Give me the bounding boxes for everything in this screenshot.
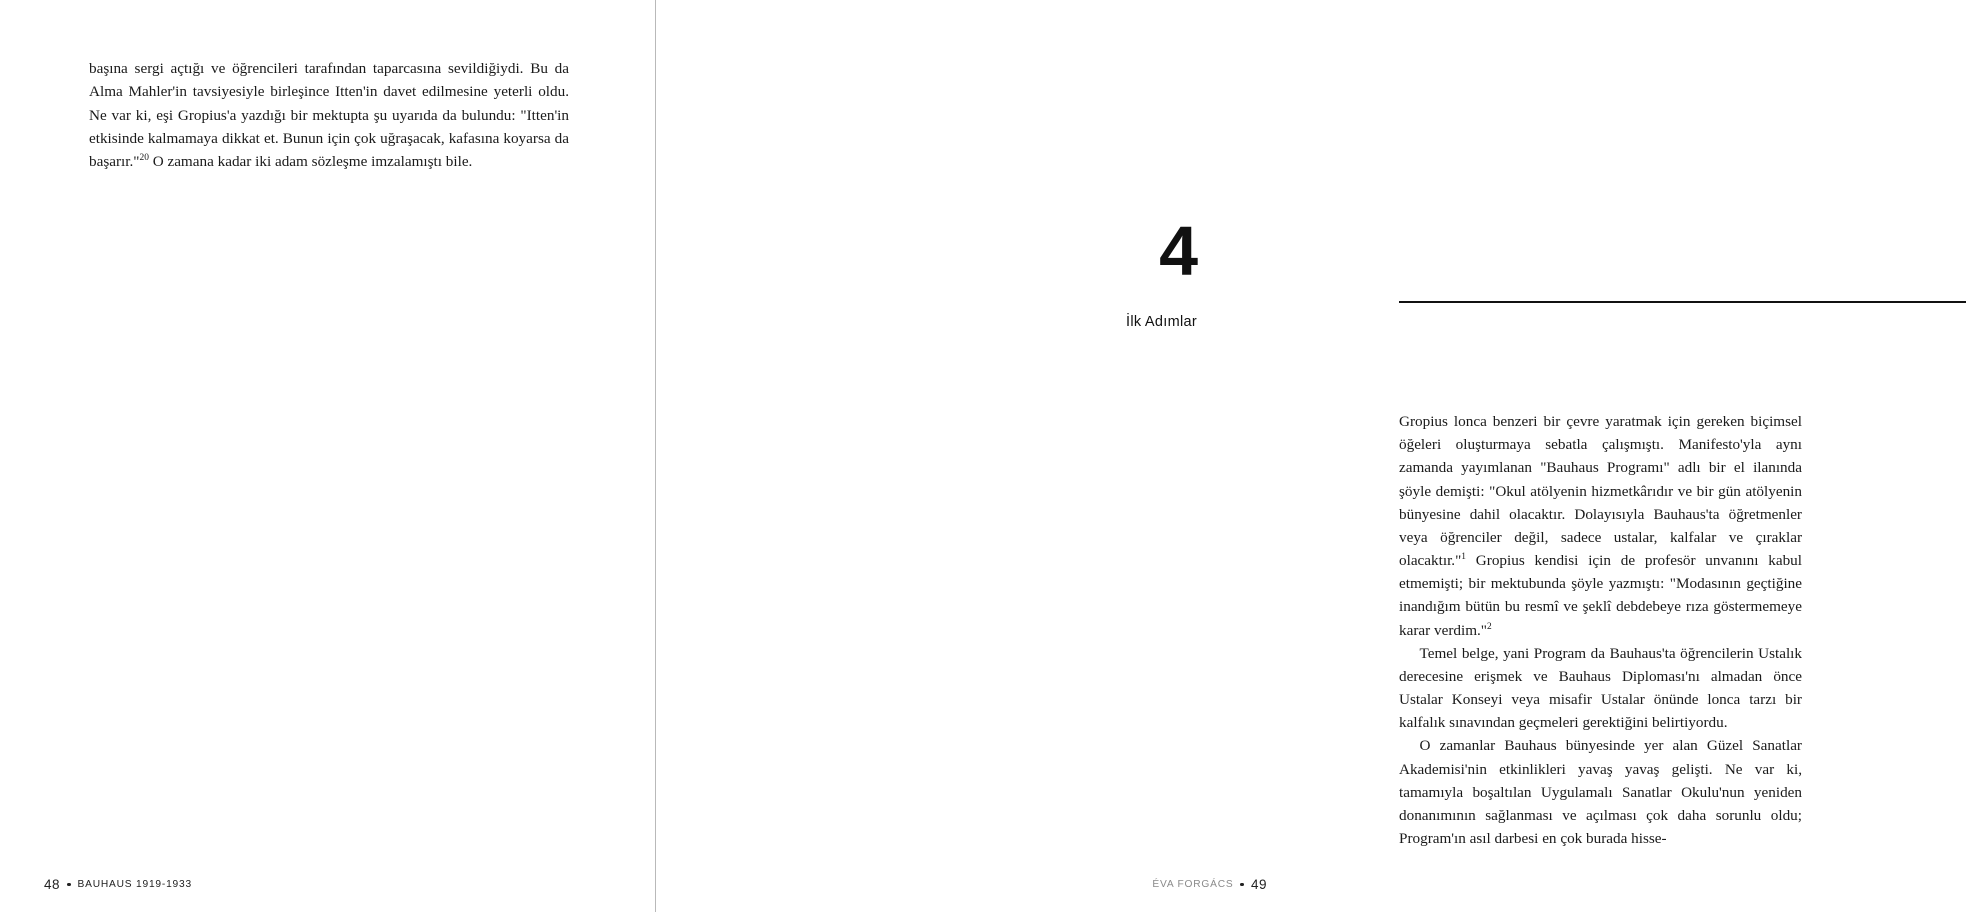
right-p1-text-b: Gropius kendisi için de profesör unvanını kabul etmemişti; bir mektubunda şöyle yazmıştı: "Modasının geçtiğine inandığım bütün bu resmî ve şeklî debdebeye rıza göstermemeye karar verdim." [1399,552,1802,639]
right-page-body [1399,410,1802,850]
running-head-left: BAUHAUS 1919-1933 [77,879,192,890]
right-body-paragraph-3 [1399,734,1802,850]
left-body-text-a: başına sergi açtığı ve öğrencileri tarafından taparcasına sevildiğiydi. Bu da Alma Mahler'in tavsiyesiyle birleşince Itten'in davet edilmesine yeterli oldu. Ne var ki, eşi Gropius'a yazdığı bir mektupta şu uyarıda da bulundu: "Itten'in etkisinde kalmamaya dikkat et. Bunun için çok uğraşacak, kafasına koyarsa da başarır." [89,60,569,170]
chapter-title: İlk Adımlar [1126,314,1197,330]
right-p1-text-a: Gropius lonca benzeri bir çevre yaratmak için gereken biçimsel öğeleri oluşturmaya sebatla çalışmıştı. Manifesto'yla aynı zamanda yayımlanan "Bauhaus Programı" adlı bir el ilanında şöyle demişti: "Okul atölyenin hizmetkârıdır ve bir gün atölyenin bünyesine dahil olacaktır. Dolayısıyla Bauhaus'ta öğretmenler veya öğrenciler değil, sadece ustalar, kalfalar ve çıraklar olacaktır." [1399,413,1802,570]
chapter-number: 4 [1159,212,1197,290]
right-body-paragraph-2 [1399,642,1802,735]
left-body-text-b: O zamana kadar iki adam sözleşme imzalamıştı bile. [148,153,473,170]
bullet-separator-icon [67,883,71,887]
right-body-paragraph-1 [1399,410,1802,642]
left-page-body [89,57,569,173]
left-body-paragraph [89,57,569,173]
right-page [655,0,1802,912]
right-page-footer [1152,877,1267,892]
footnote-marker-2: 2 [1487,621,1492,632]
footnote-marker-20: 20 [139,152,149,163]
footnote-marker-1: 1 [1461,551,1466,562]
left-page [0,0,655,912]
running-head-right: ÉVA FORGÁCS [1152,879,1234,890]
right-p2-text: Temel belge, yani Program da Bauhaus'ta öğrencilerin Ustalık derecesine erişmek ve Bauhaus Diploması'nı almadan önce Ustalar Konseyi veya misafir Ustalar önünde lonca tarzı bir kalfalık sınavından geçmeleri gerektiğini belirtiyordu. [1399,644,1802,732]
chapter-rule-divider [1399,301,1966,303]
right-p3-text: O zamanlar Bauhaus bünyesinde yer alan Güzel Sanatlar Akademisi'nin etkinlikleri yavaş yavaş gelişti. Ne var ki, tamamıyla boşaltılan Uygulamalı Sanatlar Okulu'nun yeniden donanımının sağlanması ve açılması çok daha sorunlu oldu; Program'ın asıl darbesi en çok burada hisse- [1399,737,1802,848]
bullet-separator-icon [1240,883,1244,887]
left-page-footer [44,877,192,892]
page-number-left: 48 [44,877,61,892]
page-number-right: 49 [1250,877,1267,892]
